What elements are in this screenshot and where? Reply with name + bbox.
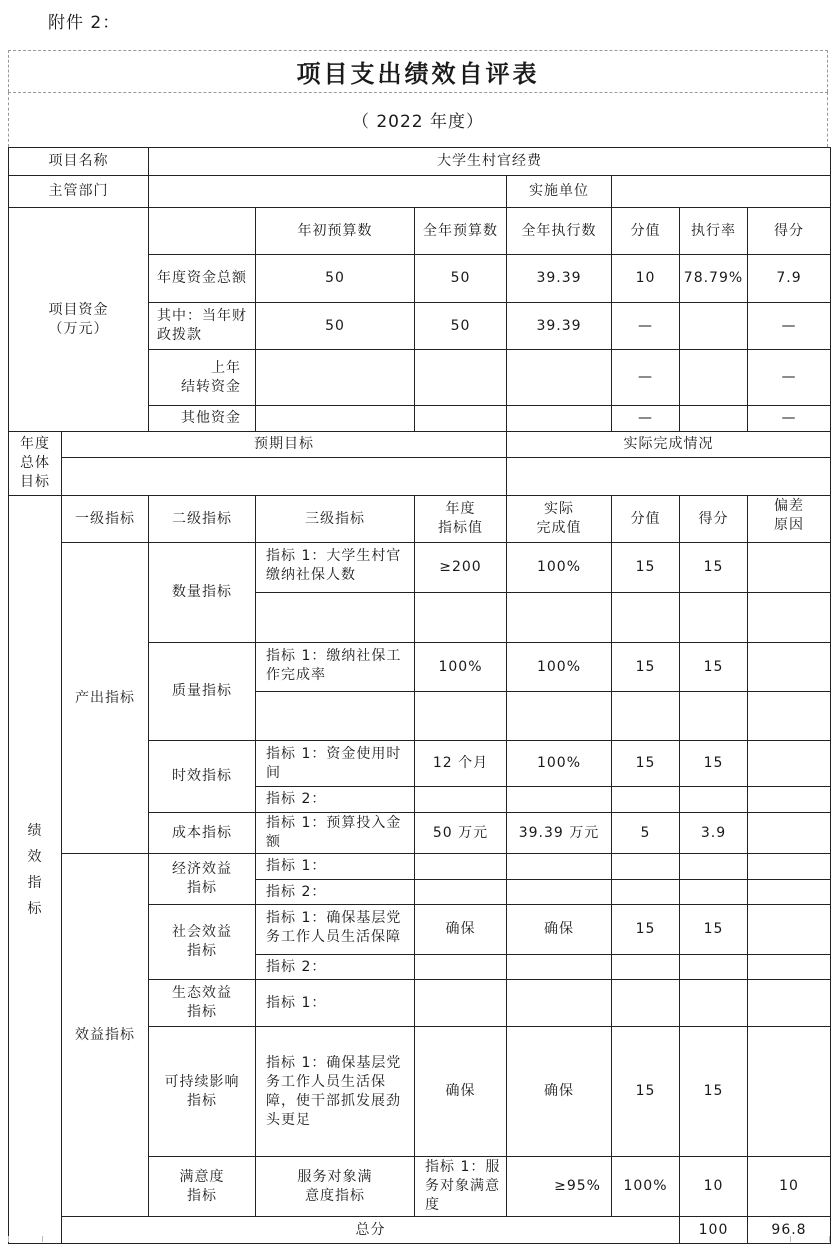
page-edge-mark: [790, 1236, 791, 1242]
page-edge-mark: [42, 1236, 43, 1242]
level1-output: 产出指标: [62, 543, 149, 854]
page-edge-mark: [829, 1236, 830, 1242]
perf-col-header: 年度 指标值: [415, 496, 507, 543]
indicator-actual: 100%: [612, 1157, 680, 1217]
funds-cell: [415, 406, 507, 432]
indicator-score: 15: [612, 543, 680, 593]
total-row: [9, 1217, 831, 1244]
funds-cell: [415, 350, 507, 406]
indicator-got: [680, 980, 748, 1027]
indicator-reason: [748, 813, 831, 854]
indicator-score: [612, 955, 680, 980]
funds-row-label: 年度资金总额: [149, 255, 256, 303]
level2-timeliness: 时效指标: [149, 741, 256, 813]
indicator-reason: [748, 854, 831, 880]
indicator-reason: [748, 593, 831, 643]
indicator-target: 12 个月: [415, 741, 507, 787]
actual-completion-label: 实际完成情况: [507, 432, 831, 458]
indicator-target: [415, 593, 507, 643]
funds-cell: [507, 350, 612, 406]
funds-col-header: 得分: [748, 208, 831, 255]
indicator-score: 15: [612, 643, 680, 692]
funds-cell: [680, 406, 748, 432]
actual-completion-value: [507, 458, 831, 496]
indicator-row: [9, 854, 831, 880]
project-name-label: 项目名称: [9, 148, 149, 176]
indicator-target: 100%: [415, 643, 507, 692]
level2-sustainability: 可持续影响 指标: [149, 1027, 256, 1157]
indicator-text: 指标 1：大学生村官缴纳社保人数: [256, 543, 415, 593]
indicator-reason: [748, 787, 831, 813]
funds-row-label: 其中：当年财政拨款: [149, 303, 256, 350]
indicator-row: [9, 543, 831, 593]
impl-unit-label: 实施单位: [507, 176, 612, 208]
funds-cell: 50: [415, 303, 507, 350]
indicator-text: [256, 692, 415, 741]
indicator-reason: [748, 955, 831, 980]
indicator-target: [415, 980, 507, 1027]
indicator-reason: [748, 905, 831, 955]
funds-cell: [680, 350, 748, 406]
indicator-actual: 39.39 万元: [507, 813, 612, 854]
funds-cell: 39.39: [507, 255, 612, 303]
indicator-got: 10: [748, 1157, 831, 1217]
perf-col-header: 三级指标: [256, 496, 415, 543]
indicator-score: 15: [612, 741, 680, 787]
indicator-actual: [507, 787, 612, 813]
level2-cost: 成本指标: [149, 813, 256, 854]
indicator-score: [612, 787, 680, 813]
funds-cell: 78.79%: [680, 255, 748, 303]
indicator-actual: [507, 854, 612, 880]
dept-label: 主管部门: [9, 176, 149, 208]
dept-value: [149, 176, 507, 208]
indicator-text: 指标 1：确保基层党务工作人员生活保障，使干部抓发展劲头更足: [256, 1027, 415, 1157]
goals-header-row: [9, 432, 831, 458]
total-score: 100: [680, 1217, 748, 1244]
funds-cell: 7.9: [748, 255, 831, 303]
level2-economic: 经济效益 指标: [149, 854, 256, 905]
funds-cell: —: [612, 350, 680, 406]
perf-col-header: 实际 完成值: [507, 496, 612, 543]
expected-goal-value: [62, 458, 507, 496]
page-title: 项目支出绩效自评表: [296, 59, 540, 88]
funds-cell: [680, 303, 748, 350]
funds-cell: —: [612, 406, 680, 432]
funds-cell: —: [748, 406, 831, 432]
indicator-text: 指标 2：: [256, 955, 415, 980]
indicator-reason: [748, 980, 831, 1027]
indicator-actual: [507, 980, 612, 1027]
funds-row-label: 上年 结转资金: [149, 350, 256, 406]
indicator-text: 指标 1：服务对象满意度: [415, 1157, 507, 1217]
total-label: 总分: [62, 1217, 680, 1244]
indicator-text: 指标 1：预算投入金额: [256, 813, 415, 854]
indicator-target: [415, 692, 507, 741]
indicator-actual: [507, 955, 612, 980]
funds-cell: —: [748, 350, 831, 406]
funds-cell: [507, 406, 612, 432]
indicator-target: ≥200: [415, 543, 507, 593]
indicator-target: [415, 880, 507, 905]
indicator-text: 指标 2：: [256, 787, 415, 813]
perf-col-header: 分值: [612, 496, 680, 543]
indicator-got: [680, 880, 748, 905]
project-name-value: 大学生村官经费: [149, 148, 831, 176]
funds-cell: 50: [256, 255, 415, 303]
indicator-target: [415, 854, 507, 880]
indicator-reason: [748, 643, 831, 692]
level2-service-satisfaction: 服务对象满 意度指标: [256, 1157, 415, 1217]
indicator-text: 指标 1：资金使用时间: [256, 741, 415, 787]
indicator-got: 15: [680, 741, 748, 787]
indicator-target: 确保: [415, 1027, 507, 1157]
indicator-got: 15: [680, 1027, 748, 1157]
page-edge-mark: [8, 1236, 9, 1242]
funds-cell: —: [612, 303, 680, 350]
indicator-got: [680, 593, 748, 643]
indicator-target: [415, 787, 507, 813]
impl-unit-value: [612, 176, 831, 208]
funds-col-header: 全年执行数: [507, 208, 612, 255]
perf-section-label: 绩 效 指 标: [9, 496, 62, 1244]
funds-cell: [256, 406, 415, 432]
indicator-actual: [507, 692, 612, 741]
funds-cell: 50: [256, 303, 415, 350]
level2-social: 社会效益 指标: [149, 905, 256, 980]
indicator-target: [415, 955, 507, 980]
indicator-reason: [748, 543, 831, 593]
indicator-score: 5: [612, 813, 680, 854]
funds-cell: 10: [612, 255, 680, 303]
indicator-got: 15: [680, 643, 748, 692]
indicator-score: [612, 980, 680, 1027]
goals-value-row: [9, 458, 831, 496]
funds-header-row: [9, 208, 831, 255]
indicator-text: 指标 2：: [256, 880, 415, 905]
funds-section-label: 项目资金 （万元）: [9, 208, 149, 432]
indicator-text: 指标 1：: [256, 980, 415, 1027]
level1-satisfaction: 满意度 指标: [149, 1157, 256, 1217]
level2-quantity: 数量指标: [149, 543, 256, 643]
attachment-label: 附件 2：: [48, 13, 121, 33]
level1-benefit: 效益指标: [62, 854, 149, 1217]
indicator-score: 10: [680, 1157, 748, 1217]
funds-cell: —: [748, 303, 831, 350]
indicator-text: 指标 1：确保基层党务工作人员生活保障: [256, 905, 415, 955]
funds-cell: 39.39: [507, 303, 612, 350]
indicator-score: [612, 593, 680, 643]
indicator-got: [680, 692, 748, 741]
department-row: [9, 176, 831, 208]
indicator-score: 15: [612, 1027, 680, 1157]
perf-col-header: 偏差 原因: [748, 496, 831, 543]
indicator-score: [612, 854, 680, 880]
funds-col-header: 执行率: [680, 208, 748, 255]
perf-col-header: 二级指标: [149, 496, 256, 543]
indicator-reason: [748, 880, 831, 905]
level2-ecological: 生态效益 指标: [149, 980, 256, 1027]
indicator-target: 确保: [415, 905, 507, 955]
fiscal-year: （ 2022 年度）: [351, 112, 485, 132]
annual-goals-label: 年度 总体 目标: [9, 432, 62, 496]
perf-col-header: 得分: [680, 496, 748, 543]
level2-quality: 质量指标: [149, 643, 256, 741]
indicator-reason: [748, 1027, 831, 1157]
indicator-got: [680, 854, 748, 880]
expected-goal-label: 预期目标: [62, 432, 507, 458]
funds-col-header: 分值: [612, 208, 680, 255]
perf-header-row: [9, 496, 831, 543]
project-name-row: [9, 148, 831, 176]
indicator-actual: 100%: [507, 543, 612, 593]
indicator-text: 指标 1：缴纳社保工作完成率: [256, 643, 415, 692]
indicator-actual: [507, 880, 612, 905]
indicator-score: [612, 880, 680, 905]
total-got: 96.8: [748, 1217, 831, 1244]
indicator-actual: 100%: [507, 741, 612, 787]
indicator-actual: [507, 593, 612, 643]
funds-corner-cell: [149, 208, 256, 255]
funds-col-header: 全年预算数: [415, 208, 507, 255]
perf-col-header: 一级指标: [62, 496, 149, 543]
indicator-score: [612, 692, 680, 741]
indicator-reason: [748, 741, 831, 787]
indicator-target: ≥95%: [507, 1157, 612, 1217]
indicator-got: [680, 955, 748, 980]
indicator-text: 指标 1：: [256, 854, 415, 880]
indicator-text: [256, 593, 415, 643]
indicator-got: 15: [680, 905, 748, 955]
funds-cell: 50: [415, 255, 507, 303]
funds-col-header: 年初预算数: [256, 208, 415, 255]
funds-cell: [256, 350, 415, 406]
indicator-actual: 确保: [507, 905, 612, 955]
indicator-target: 50 万元: [415, 813, 507, 854]
indicator-reason: [748, 692, 831, 741]
indicator-actual: 确保: [507, 1027, 612, 1157]
indicator-actual: 100%: [507, 643, 612, 692]
indicator-got: [680, 787, 748, 813]
self-evaluation-table: [8, 147, 831, 1244]
indicator-got: 15: [680, 543, 748, 593]
funds-row-label: 其他资金: [149, 406, 256, 432]
indicator-got: 3.9: [680, 813, 748, 854]
indicator-score: 15: [612, 905, 680, 955]
